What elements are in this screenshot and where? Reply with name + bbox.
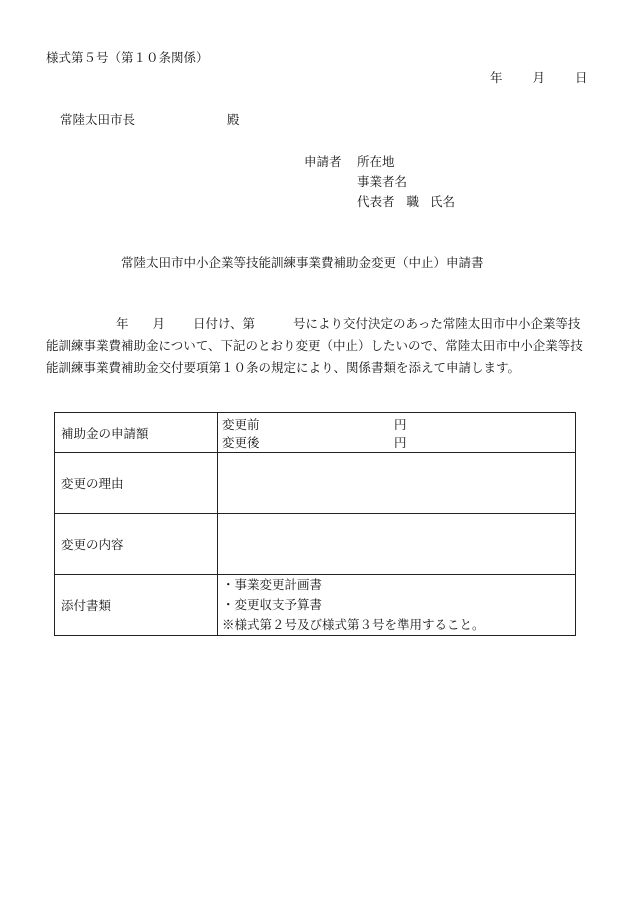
body-paragraph xyxy=(46,313,586,379)
body-year: 年 xyxy=(116,316,129,331)
attachments-label: 添付書類 xyxy=(55,575,218,636)
before-yen: 円 xyxy=(394,416,407,432)
application-table xyxy=(54,412,576,636)
applicant-location-label: 所在地 xyxy=(357,154,395,169)
amount-cell xyxy=(218,413,576,453)
content-label: 変更の内容 xyxy=(55,514,218,575)
date-day: 日 xyxy=(575,70,588,85)
position-label: 職 xyxy=(406,194,420,209)
table-row-reason xyxy=(55,453,576,514)
form-number: 様式第５号（第１０条関係） xyxy=(46,50,209,65)
after-yen: 円 xyxy=(394,434,407,450)
content-cell xyxy=(218,514,576,575)
attachment-item: ・事業変更計画書 xyxy=(222,577,323,592)
addressee-honorific: 殿 xyxy=(227,112,240,127)
representative-label: 代表者 xyxy=(357,194,395,209)
applicant-label: 申請者 xyxy=(304,154,342,169)
table-row-attachments xyxy=(55,575,576,636)
document-title: 常陸太田市中小企業等技能訓練事業費補助金変更（中止）申請書 xyxy=(121,255,484,270)
date-line xyxy=(490,68,588,86)
applicant-representative xyxy=(357,192,455,210)
table-row-content xyxy=(55,514,576,575)
amount-before xyxy=(222,415,571,433)
body-dated: 日付け、第 xyxy=(193,316,256,331)
attachments-cell xyxy=(218,575,576,636)
table-row-amount xyxy=(55,413,576,453)
applicant-company-label: 事業者名 xyxy=(357,174,408,189)
attachment-note: ※様式第２号及び様式第３号を準用すること。 xyxy=(222,617,485,632)
name-label: 氏名 xyxy=(430,194,456,209)
amount-after xyxy=(222,433,571,451)
date-month: 月 xyxy=(532,70,546,85)
addressee-name: 常陸太田市長 xyxy=(60,112,136,127)
after-label: 変更後 xyxy=(222,434,260,450)
before-label: 変更前 xyxy=(222,416,260,432)
reason-cell xyxy=(218,453,576,514)
body-text: 号により交付決定のあった常陸太田市中小企業等技能訓練事業費補助金について、下記のとおり変更（中止）したいので、常陸太田市中小企業等技能訓練事業費補助金交付要項第１０条の規定により、関係書類を添えて申請します。 xyxy=(46,316,583,375)
reason-label: 変更の理由 xyxy=(55,453,218,514)
body-month: 月 xyxy=(152,316,166,331)
amount-label: 補助金の申請額 xyxy=(55,413,218,453)
addressee xyxy=(60,110,240,128)
attachment-item: ・変更収支予算書 xyxy=(222,597,323,612)
date-year: 年 xyxy=(490,70,503,85)
